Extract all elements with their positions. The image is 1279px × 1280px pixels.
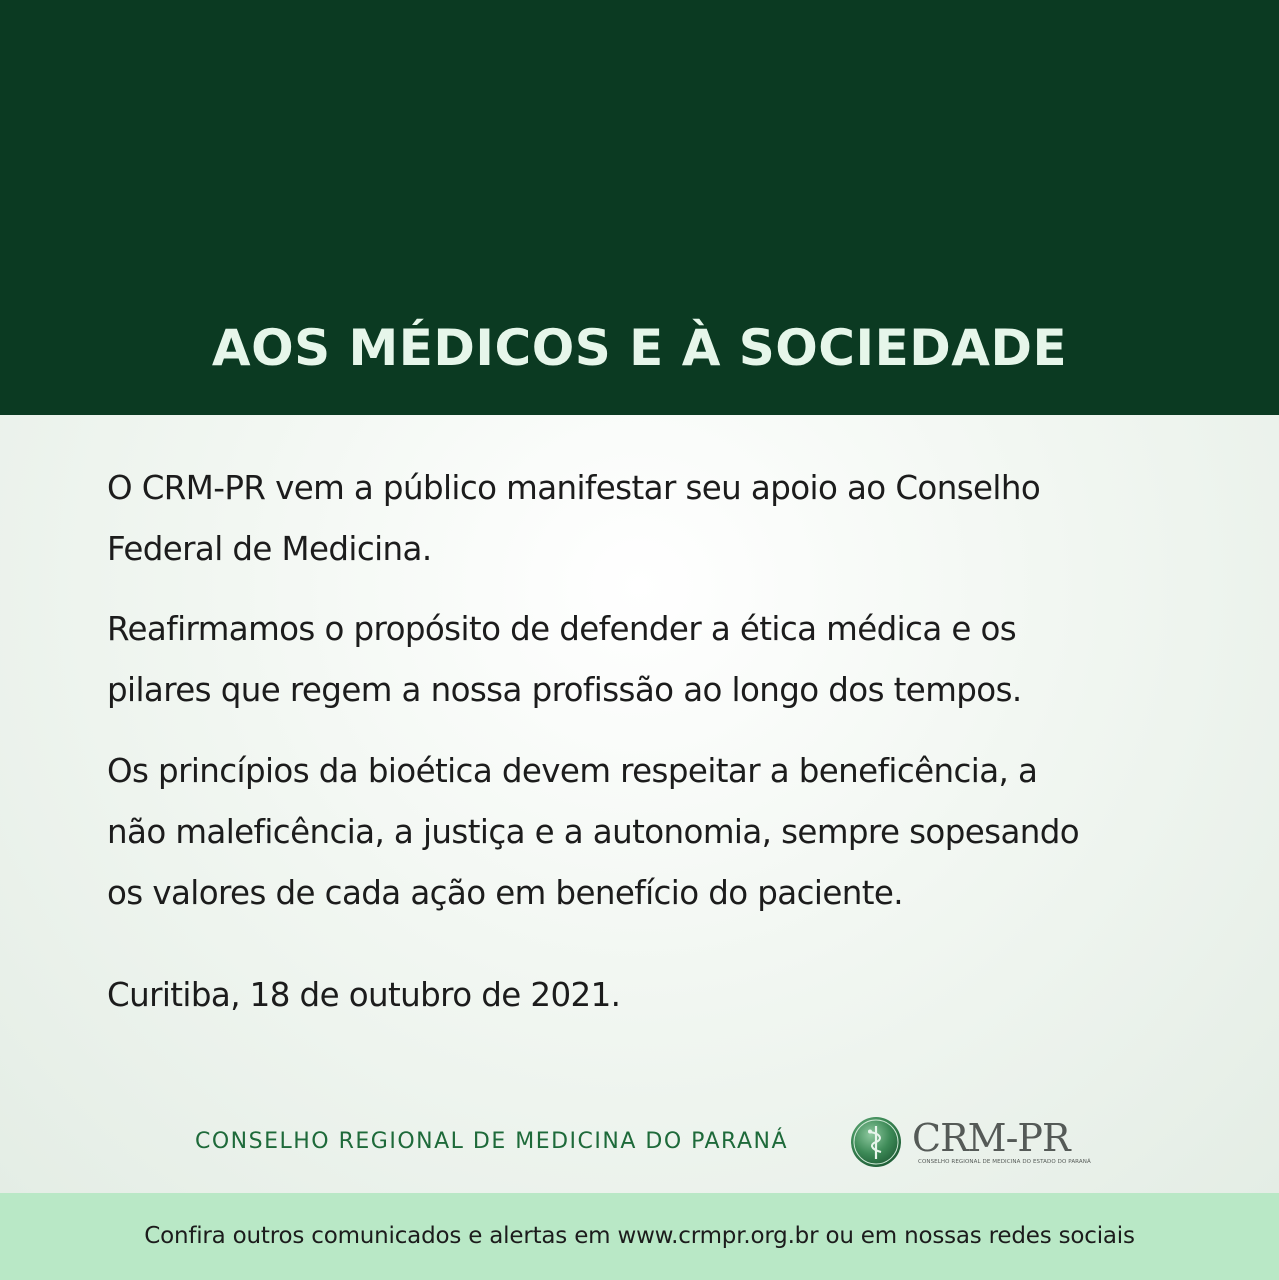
paragraph-support: O CRM-PR vem a público manifestar seu apoio ao Conselho Federal de Medicina. [107, 469, 1041, 568]
organization-name: CONSELHO REGIONAL DE MEDICINA DO PARANÁ [195, 1129, 789, 1154]
caduceus-icon [850, 1116, 902, 1168]
paragraph-ethics: Reafirmamos o propósito de defender a ética médica e os pilares que regem a nossa profissão ao longo dos tempos. [107, 610, 1022, 709]
logo-wordmark: CRM-PR [912, 1116, 1070, 1160]
logo-subtitle: CONSELHO REGIONAL DE MEDICINA DO ESTADO DO PARANÁ [918, 1159, 1091, 1165]
paragraph-bioethics: Os princípios da bioética devem respeitar a beneficência, a não maleficência, a justiça e a autonomia, sempre sopesando os valores de cada ação em benefício do paciente. [107, 752, 1080, 912]
crm-pr-logo [848, 1113, 1091, 1171]
page-title: AOS MÉDICOS E À SOCIEDADE [211, 319, 1068, 377]
footer-text: Confira outros comunicados e alertas em www.crmpr.org.br ou em nossas redes sociais [144, 1223, 1135, 1249]
date-line: Curitiba, 18 de outubro de 2021. [107, 976, 621, 1014]
